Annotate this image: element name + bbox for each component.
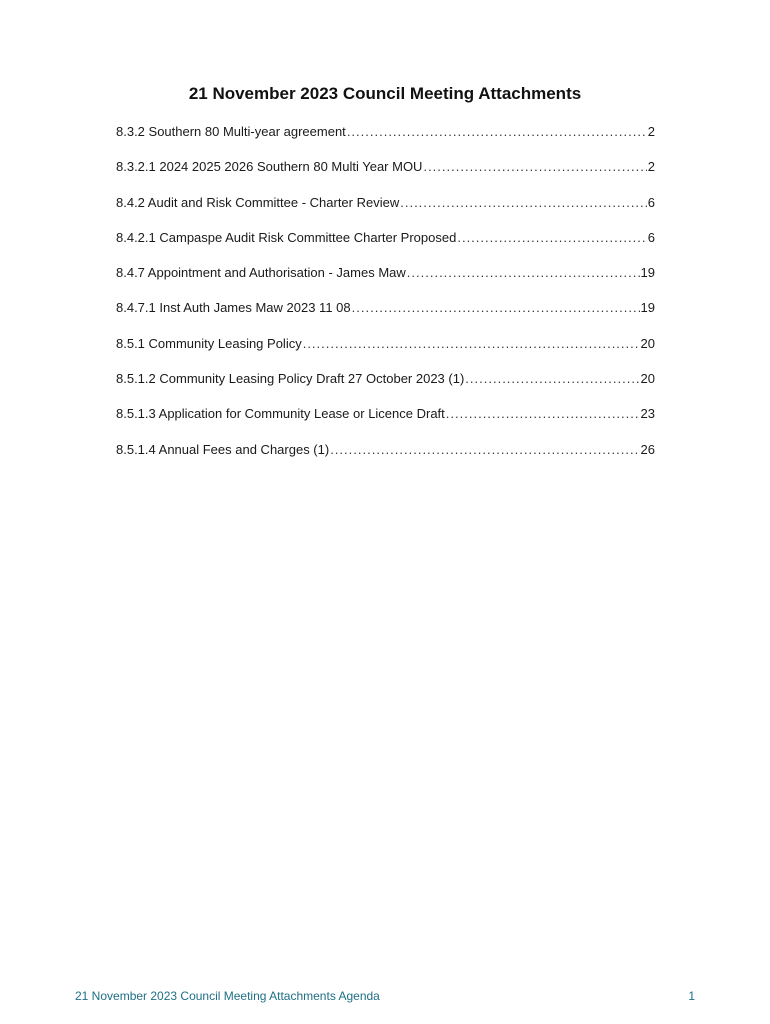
toc-entry-page: 6 [647, 229, 655, 245]
toc-entry[interactable] [116, 406, 655, 441]
toc-entry-page: 2 [647, 159, 655, 175]
toc-entry-page: 19 [640, 300, 655, 316]
toc-entry-label: 8.4.7.1 Inst Auth James Maw 2023 11 08 [116, 300, 351, 316]
toc-entry-page: 19 [640, 265, 655, 281]
toc-dot-leader [330, 442, 639, 457]
toc-entry-page: 23 [640, 406, 655, 422]
toc-entry[interactable] [116, 300, 655, 335]
toc-entry[interactable] [116, 265, 655, 300]
toc-entry[interactable] [116, 442, 655, 477]
toc-entry-label: 8.4.2 Audit and Risk Committee - Charter Review [116, 194, 400, 210]
toc-dot-leader [423, 159, 646, 174]
toc-entry-label: 8.3.2.1 2024 2025 2026 Southern 80 Multi Year MOU [116, 159, 423, 175]
toc-entry-page: 6 [647, 194, 655, 210]
toc-entry[interactable] [116, 230, 655, 265]
toc-dot-leader [347, 124, 647, 139]
toc-entry-label: 8.5.1 Community Leasing Policy [116, 335, 302, 351]
footer-page-number: 1 [688, 989, 695, 1003]
toc-entry-label: 8.4.7 Appointment and Authorisation - James Maw [116, 265, 406, 281]
toc-entry-page: 2 [647, 124, 655, 139]
toc-dot-leader [400, 195, 647, 210]
table-of-contents [116, 124, 655, 477]
toc-entry-page: 26 [640, 441, 655, 457]
toc-dot-leader [407, 265, 640, 280]
toc-entry[interactable] [116, 124, 655, 159]
toc-entry-label: 8.5.1.3 Application for Community Lease or Licence Draft [116, 406, 445, 422]
toc-entry-page: 20 [640, 371, 655, 387]
page-footer [75, 989, 695, 1003]
toc-dot-leader [352, 300, 640, 315]
toc-dot-leader [465, 371, 639, 386]
toc-entry-label: 8.5.1.4 Annual Fees and Charges (1) [116, 441, 330, 457]
toc-dot-leader [457, 230, 646, 245]
toc-dot-leader [303, 336, 640, 351]
footer-title: 21 November 2023 Council Meeting Attachments Agenda [75, 989, 380, 1003]
toc-dot-leader [446, 406, 640, 421]
toc-entry-label: 8.3.2 Southern 80 Multi-year agreement [116, 124, 346, 139]
toc-entry[interactable] [116, 371, 655, 406]
toc-entry[interactable] [116, 336, 655, 371]
page-title: 21 November 2023 Council Meeting Attachments [188, 84, 582, 103]
toc-entry-label: 8.5.1.2 Community Leasing Policy Draft 27 October 2023 (1) [116, 371, 465, 387]
toc-entry[interactable] [116, 195, 655, 230]
toc-entry-label: 8.4.2.1 Campaspe Audit Risk Committee Charter Proposed [116, 229, 457, 245]
toc-entry-page: 20 [640, 335, 655, 351]
toc-entry[interactable] [116, 159, 655, 194]
